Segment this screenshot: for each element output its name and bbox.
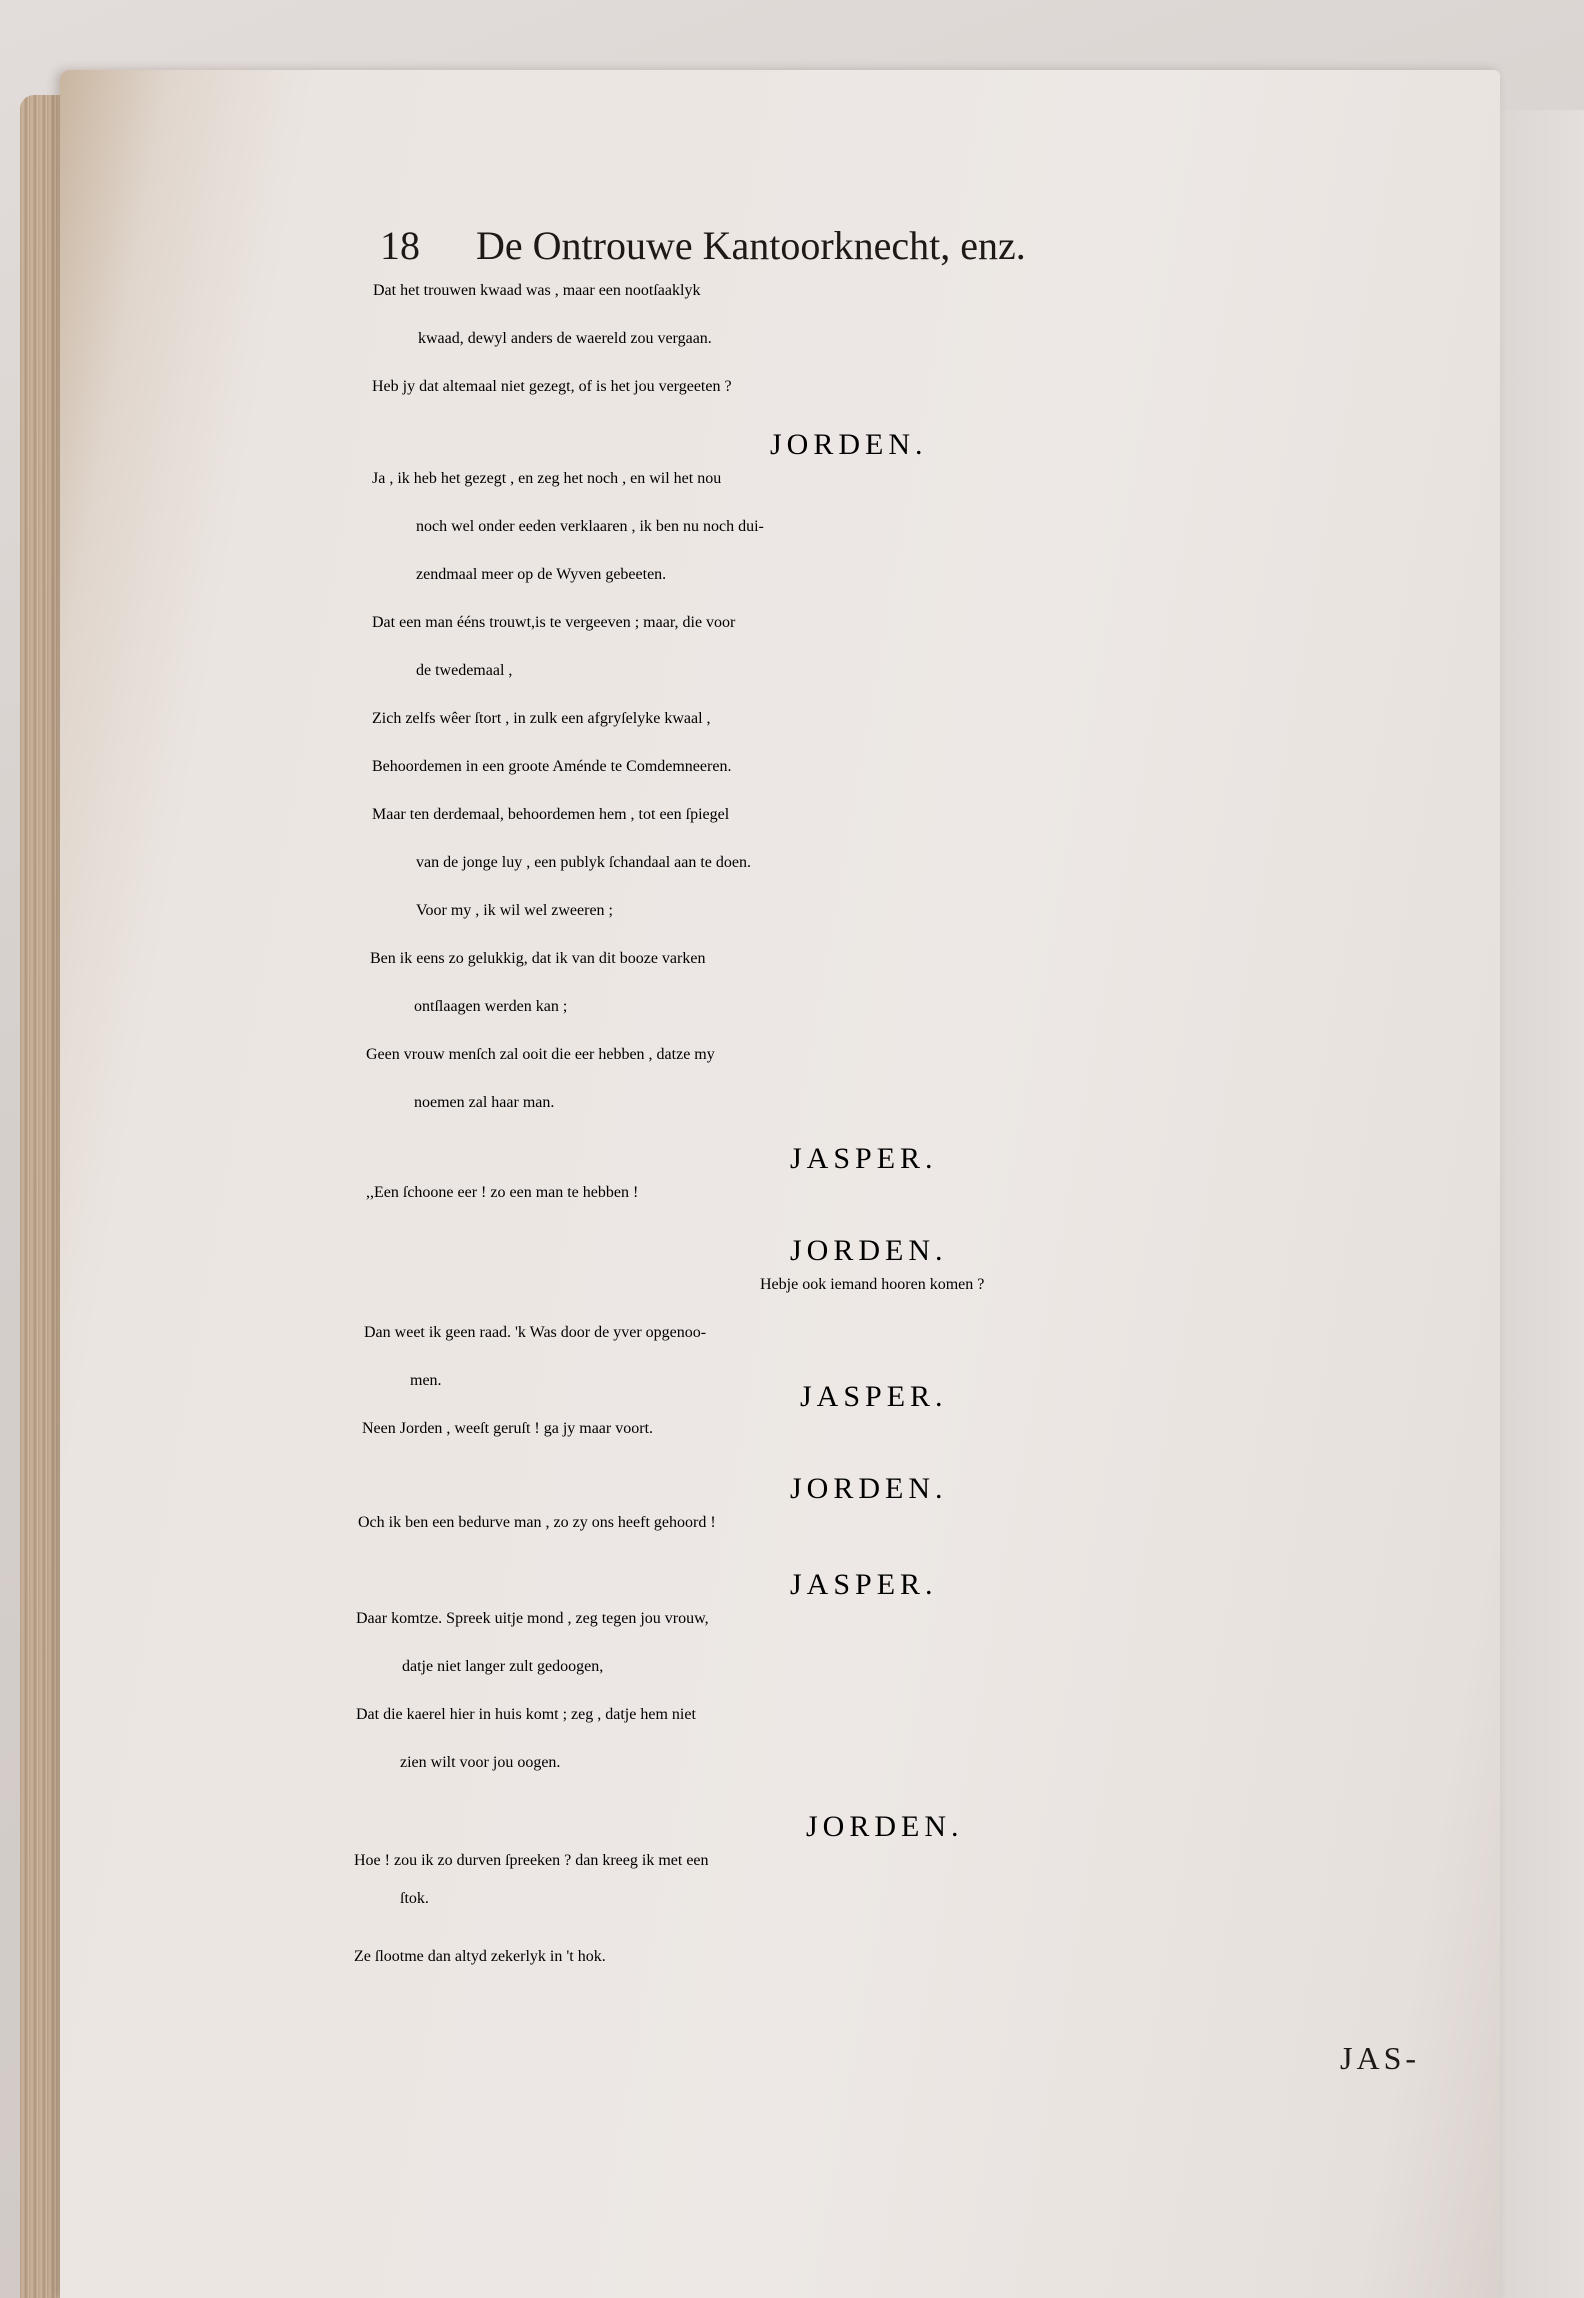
speaker-name: JASPER. bbox=[790, 1568, 938, 1601]
running-header bbox=[380, 222, 1440, 269]
speaker-name: JASPER. bbox=[800, 1380, 948, 1413]
text-line: Hebje ook iemand hooren komen ? bbox=[760, 1276, 985, 1293]
text-line: Dan weet ik geen raad. 'k Was door de yver opgenoo- bbox=[364, 1324, 707, 1341]
text-line: Dat een man ééns trouwt,is te vergeeven ; maar, die voor bbox=[372, 614, 736, 631]
text-line: noemen zal haar man. bbox=[414, 1094, 555, 1111]
speaker-name: JORDEN. bbox=[770, 428, 928, 461]
text-line: Och ik ben een bedurve man , zo zy ons heeft gehoord ! bbox=[358, 1514, 716, 1531]
speaker-name: JORDEN. bbox=[790, 1472, 948, 1505]
text-line: Daar komtze. Spreek uitje mond , zeg tegen jou vrouw, bbox=[356, 1610, 709, 1627]
book-page bbox=[60, 70, 1500, 2298]
text-line: ontſlaagen werden kan ; bbox=[414, 998, 568, 1015]
catchword: JAS- bbox=[1340, 2040, 1421, 2076]
text-line: noch wel onder eeden verklaaren , ik ben nu noch dui- bbox=[416, 518, 764, 535]
text-line: Dat het trouwen kwaad was , maar een nootſaaklyk bbox=[373, 282, 701, 299]
speaker-name: JORDEN. bbox=[806, 1810, 964, 1843]
text-line: Maar ten derdemaal, behoordemen hem , tot een ſpiegel bbox=[372, 806, 730, 823]
text-line: zien wilt voor jou oogen. bbox=[400, 1754, 561, 1771]
speaker-name: JASPER. bbox=[790, 1142, 938, 1175]
text-line: Ben ik eens zo gelukkig, dat ik van dit booze varken bbox=[370, 950, 706, 967]
text-line: Ja , ik heb het gezegt , en zeg het noch , en wil het nou bbox=[372, 470, 722, 487]
text-line: Ze ſlootme dan altyd zekerlyk in 't hok. bbox=[354, 1948, 606, 1965]
text-line: Dat die kaerel hier in huis komt ; zeg , datje hem niet bbox=[356, 1706, 696, 1723]
text-line: Geen vrouw menſch zal ooit die eer hebben , datze my bbox=[366, 1046, 715, 1063]
text-line: Behoordemen in een groote Aménde te Comdemneeren. bbox=[372, 758, 732, 775]
text-line: Heb jy dat altemaal niet gezegt, of is het jou vergeeten ? bbox=[372, 378, 732, 395]
page-number: 18 bbox=[380, 223, 420, 268]
text-line: kwaad, dewyl anders de waereld zou vergaan. bbox=[418, 330, 712, 347]
speaker-name: JORDEN. bbox=[790, 1234, 948, 1267]
text-line: ſtok. bbox=[400, 1890, 429, 1907]
text-line: zendmaal meer op de Wyven gebeeten. bbox=[416, 566, 667, 583]
text-line: datje niet langer zult gedoogen, bbox=[402, 1658, 604, 1675]
text-line: Zich zelfs wêer ſtort , in zulk een afgryſelyke kwaal , bbox=[372, 710, 711, 727]
text-line: van de jonge luy , een publyk ſchandaal aan te doen. bbox=[416, 854, 751, 871]
text-line: ,,Een ſchoone eer ! zo een man te hebben ! bbox=[366, 1184, 639, 1201]
text-line: Hoe ! zou ik zo durven ſpreeken ? dan kreeg ik met een bbox=[354, 1852, 709, 1869]
text-line: de twedemaal , bbox=[416, 662, 513, 679]
text-line: Voor my , ik wil wel zweeren ; bbox=[416, 902, 613, 919]
text-line: Neen Jorden , weeſt geruſt ! ga jy maar voort. bbox=[362, 1420, 654, 1437]
text-line: men. bbox=[410, 1372, 442, 1389]
running-title: De Ontrouwe Kantoorknecht, enz. bbox=[476, 223, 1026, 268]
